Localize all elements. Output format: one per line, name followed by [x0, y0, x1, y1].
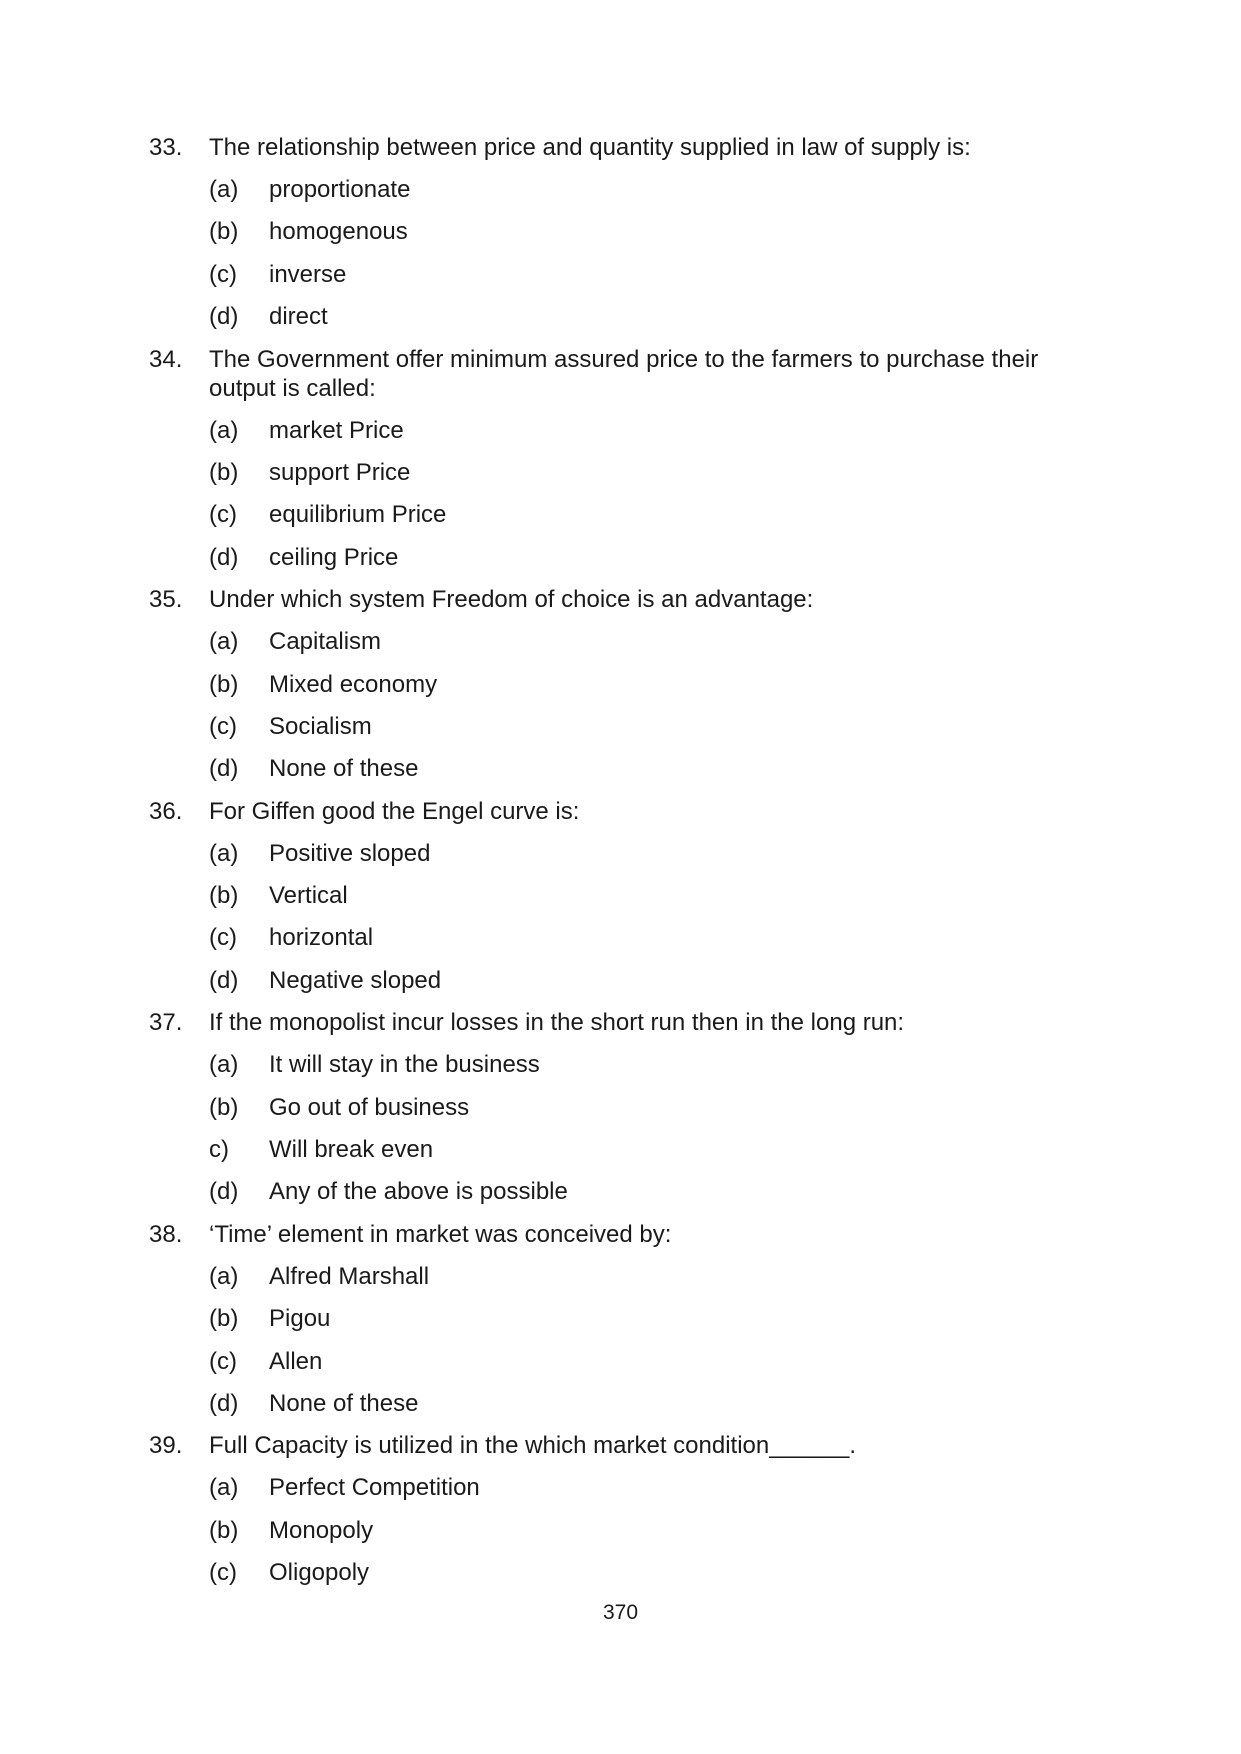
option-c — [149, 712, 1109, 741]
option-text: market Price — [269, 416, 404, 444]
question-header — [149, 797, 1109, 826]
option-label: (a) — [209, 1474, 239, 1502]
question-header — [149, 1008, 1109, 1037]
question-number: 38. — [149, 1220, 183, 1248]
option-text: inverse — [269, 260, 347, 288]
option-label: (b) — [209, 1516, 239, 1544]
option-label: c) — [209, 1136, 229, 1164]
question-header — [149, 1220, 1109, 1249]
option-c — [149, 1347, 1109, 1376]
option-text: horizontal — [269, 924, 374, 952]
option-text: Socialism — [269, 712, 372, 740]
option-label: (a) — [209, 839, 239, 867]
option-text: direct — [269, 303, 328, 331]
question-text: The Government offer minimum assured price to the farmers to purchase their output is called: — [209, 345, 1039, 402]
option-label: (d) — [209, 1178, 239, 1206]
option-c — [149, 1135, 1109, 1164]
option-b — [149, 670, 1109, 699]
question-35 — [149, 585, 1109, 783]
option-b — [149, 1093, 1109, 1122]
option-a — [149, 1050, 1109, 1079]
option-label: (a) — [209, 416, 239, 444]
option-text: Go out of business — [269, 1093, 470, 1121]
question-header — [149, 133, 1109, 162]
option-text: proportionate — [269, 176, 411, 203]
question-list — [149, 133, 1109, 1601]
option-text: Mixed economy — [269, 670, 438, 698]
option-d — [149, 966, 1109, 995]
option-label: (d) — [209, 543, 239, 571]
question-number: 39. — [149, 1432, 183, 1460]
question-34 — [149, 345, 1109, 572]
option-d — [149, 1177, 1109, 1206]
option-text: Positive sloped — [269, 839, 431, 867]
option-b — [149, 881, 1109, 910]
question-text: The relationship between price and quantity supplied in law of supply is: — [209, 134, 971, 161]
option-a — [149, 175, 1109, 204]
option-label: (a) — [209, 1262, 239, 1290]
option-label: (b) — [209, 670, 239, 698]
option-label: (b) — [209, 882, 239, 910]
question-33 — [149, 133, 1109, 331]
option-label: (c) — [209, 924, 237, 952]
question-37 — [149, 1008, 1109, 1206]
option-text: Alfred Marshall — [269, 1262, 430, 1290]
option-b — [149, 1516, 1109, 1545]
question-number: 36. — [149, 797, 183, 825]
option-label: (c) — [209, 501, 237, 529]
question-36 — [149, 797, 1109, 995]
question-number: 35. — [149, 586, 183, 614]
option-label: (d) — [209, 1389, 239, 1417]
option-d — [149, 543, 1109, 572]
option-label: (c) — [209, 1559, 237, 1587]
option-text: Perfect Competition — [269, 1474, 480, 1502]
question-text: For Giffen good the Engel curve is: — [209, 797, 580, 825]
question-number: 34. — [149, 345, 183, 373]
option-text: None of these — [269, 755, 419, 783]
question-text: Under which system Freedom of choice is an advantage: — [209, 586, 814, 614]
option-label: (b) — [209, 1305, 239, 1333]
question-text: If the monopolist incur losses in the short run then in the long run: — [209, 1009, 905, 1037]
option-b — [149, 217, 1109, 246]
option-label: (b) — [209, 218, 239, 246]
option-c — [149, 923, 1109, 952]
option-text: Monopoly — [269, 1516, 374, 1544]
question-header — [149, 585, 1109, 614]
option-text: Any of the above is possible — [269, 1178, 568, 1206]
option-label: (a) — [209, 1051, 239, 1079]
option-text: Capitalism — [269, 628, 382, 656]
option-label: (d) — [209, 966, 239, 994]
option-text: None of these — [269, 1389, 419, 1417]
option-text: ceiling Price — [269, 543, 399, 571]
question-39 — [149, 1431, 1109, 1587]
question-header — [149, 1431, 1109, 1460]
question-number: 37. — [149, 1009, 183, 1037]
option-a — [149, 1262, 1109, 1291]
question-text: ‘Time’ element in market was conceived by: — [209, 1220, 672, 1248]
option-b — [149, 458, 1109, 487]
option-a — [149, 839, 1109, 868]
question-38 — [149, 1220, 1109, 1418]
page-number: 370 — [602, 1601, 639, 1624]
option-a — [149, 627, 1109, 656]
option-c — [149, 1558, 1109, 1587]
option-text: Negative sloped — [269, 966, 442, 994]
option-text: Allen — [269, 1347, 323, 1375]
option-text: Pigou — [269, 1305, 331, 1333]
option-label: (d) — [209, 303, 239, 331]
option-c — [149, 260, 1109, 289]
option-c — [149, 500, 1109, 529]
option-label: (b) — [209, 458, 239, 486]
option-label: (a) — [209, 628, 239, 656]
option-text: It will stay in the business — [269, 1051, 540, 1079]
option-label: (c) — [209, 260, 237, 288]
option-text: Will break even — [269, 1136, 434, 1164]
question-number: 33. — [149, 134, 183, 161]
option-label: (b) — [209, 1093, 239, 1121]
option-label: (c) — [209, 1347, 237, 1375]
option-a — [149, 1473, 1109, 1502]
option-text: Oligopoly — [269, 1559, 370, 1587]
option-text: Vertical — [269, 882, 348, 910]
option-label: (c) — [209, 712, 237, 740]
option-a — [149, 416, 1109, 445]
option-d — [149, 1389, 1109, 1418]
option-label: (d) — [209, 755, 239, 783]
option-text: support Price — [269, 458, 411, 486]
option-d — [149, 754, 1109, 783]
option-text: equilibrium Price — [269, 501, 447, 529]
option-d — [149, 302, 1109, 331]
question-text: Full Capacity is utilized in the which market condition______. — [209, 1432, 857, 1460]
option-text: homogenous — [269, 218, 408, 246]
question-header — [149, 345, 1109, 403]
option-label: (a) — [209, 176, 239, 203]
option-b — [149, 1304, 1109, 1333]
